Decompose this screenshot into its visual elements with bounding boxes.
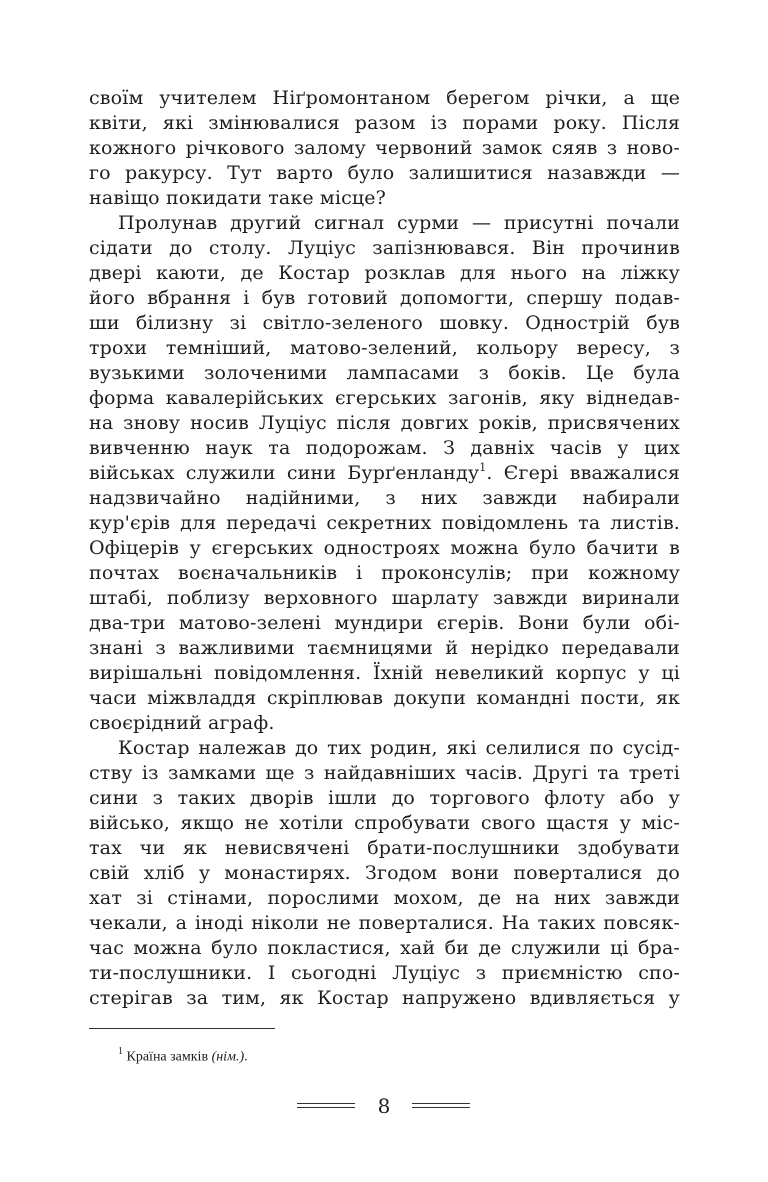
- page-number: 8: [377, 1094, 391, 1118]
- text-line: навіщо покидати таке місце?: [89, 187, 386, 209]
- footnote-tail: .: [244, 1049, 248, 1065]
- text-line: трохи темніший, матово-зелений, кольору вересу, з: [89, 337, 680, 359]
- page-footer: [0, 1094, 768, 1120]
- text-line: час можна було покластися, хай би де служили ці бра-: [89, 937, 680, 959]
- text-line: почтах воєначальників і проконсулів; при кожному: [89, 562, 680, 584]
- ornament-rule-left: [297, 1103, 355, 1108]
- text-line: військо, якщо не хотіли спробувати свого щастя у міс-: [89, 812, 680, 834]
- footnote-text: Країна замків: [126, 1049, 212, 1065]
- text-line: кожного річкового залому червоний замок сяяв з ново-: [89, 137, 680, 159]
- ornament-rule-right: [412, 1103, 470, 1108]
- text-line: Костар належав до тих родин, які селилися по сусід-: [118, 737, 680, 759]
- text-line: сини з таких дворів ішли до торгового флоту або у: [89, 787, 680, 809]
- footnote: [118, 1043, 248, 1068]
- footnote-language-note: (нім.): [211, 1049, 245, 1065]
- text-line: надзвичайно надійними, з них завжди набирали: [89, 487, 680, 509]
- text-line: форма кавалерійських єгерських загонів, яку віднедав-: [89, 387, 680, 409]
- text-line: штабі, поблизу верховного шарлату завжди виринали: [89, 587, 680, 609]
- text-line: го ракурсу. Тут варто було залишитися назавжди —: [89, 162, 680, 184]
- text-line: два-три матово-зелені мундири єгерів. Вони були обі-: [89, 612, 680, 634]
- footnote-marker: 1: [118, 1046, 123, 1057]
- text-line: вузькими золоченими лампасами з боків. Це була: [89, 362, 680, 384]
- text-line: Пролунав другий сигнал сурми — присутні почали: [118, 212, 680, 234]
- text-line: своїм учителем Ніґромонтаном берегом річки, а ще: [89, 87, 680, 109]
- text-segment: військах служили сини Бурґенланду: [89, 462, 480, 484]
- text-line: сідати до столу. Луціус запізнювався. Він прочинив: [89, 237, 680, 259]
- page-body: [89, 86, 680, 1011]
- text-line: на знову носив Луціус після довгих років, присвячених: [89, 412, 680, 434]
- text-line: двері каюти, де Костар розклав для нього на ліжку: [89, 262, 680, 284]
- text-line: ти-послушники. І сьогодні Луціус з приємністю спо-: [89, 962, 680, 984]
- text-line: квіти, які змінювалися разом із порами року. Після: [89, 112, 680, 134]
- footnote-reference[interactable]: 1: [479, 461, 487, 474]
- text-line-with-footnote: [89, 461, 680, 486]
- text-line: чекали, а іноді ніколи не поверталися. На таких повсяк-: [89, 912, 680, 934]
- text-line: знані з важливими таємницями й нерідко передавали: [89, 637, 680, 659]
- text-line: його вбрання і був готовий допомогти, спершу подав-: [89, 287, 680, 309]
- text-line: вивченню наук та подорожам. З давніх часів у цих: [89, 437, 680, 459]
- text-line: вирішальні повідомлення. Їхній невеликий корпус у ці: [89, 662, 680, 684]
- text-line: Офіцерів у єгерських одностроях можна було бачити в: [89, 537, 680, 559]
- text-line: хат зі стінами, порослими мохом, де на них завжди: [89, 887, 680, 909]
- text-line: стерігав за тим, як Костар напружено вдивляється у: [89, 987, 680, 1009]
- text-line: своєрідний аграф.: [89, 712, 275, 734]
- footnote-divider: [89, 1028, 275, 1029]
- text-line: ши білизну зі світло-зеленого шовку. Однострій був: [89, 312, 680, 334]
- text-segment: . Єгері вважалися: [486, 462, 680, 484]
- text-line: ству із замками ще з найдавніших часів. Другі та треті: [89, 762, 680, 784]
- text-line: часи міжвладдя скріплював докупи командні пости, як: [89, 687, 680, 709]
- text-line: кур'єрів для передачі секретних повідомлень та листів.: [89, 512, 680, 534]
- text-line: свій хліб у монастирях. Згодом вони поверталися до: [89, 862, 680, 884]
- text-line: тах чи як невисвячені брати-послушники здобувати: [89, 837, 680, 859]
